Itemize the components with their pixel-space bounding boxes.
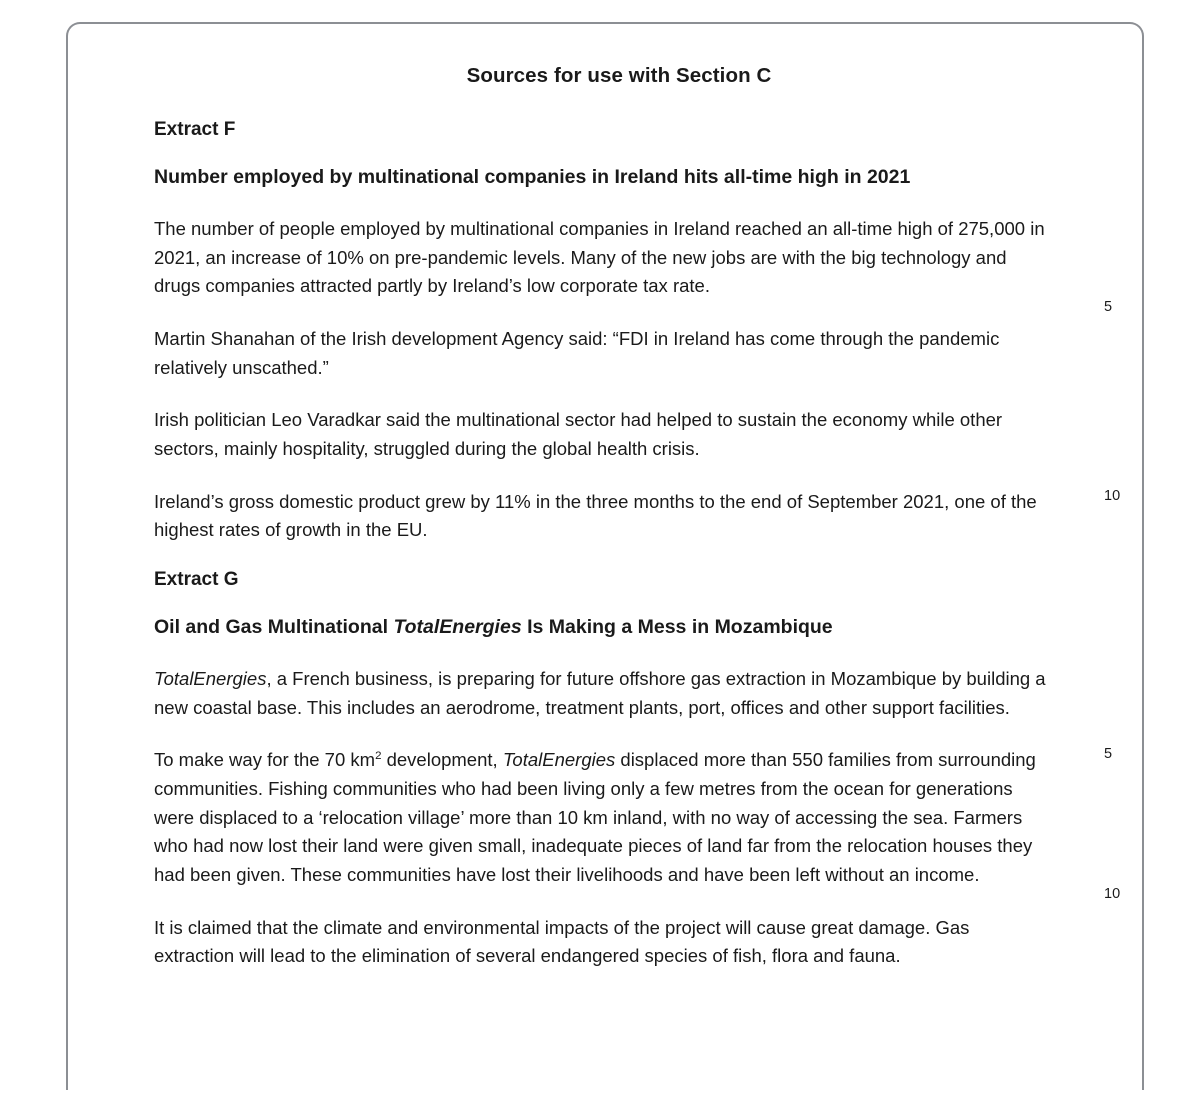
document-content: [154, 64, 1164, 995]
extract-g-heading-italic: TotalEnergies: [393, 616, 522, 638]
extract-f-paragraph-3: Irish politician Leo Varadkar said the multinational sector had helped to sustain the economy while other sectors, mainly hospitality, struggled during the global health crisis.: [154, 409, 1003, 459]
line-number-marker: 5: [1104, 298, 1113, 315]
extract-g-paragraph-3: It is claimed that the climate and environmental impacts of the project will cause great damage. Gas extraction will lead to the elimination of several endangered species of fish, flora and fauna.: [154, 916, 970, 967]
paragraph-block: [154, 325, 1164, 382]
paragraph-block: [154, 406, 1164, 463]
extract-g-paragraph-2-part2: development,: [381, 749, 503, 771]
line-number-marker: 10: [1104, 487, 1121, 504]
paragraph-block: [154, 215, 1164, 315]
extract-g-label: Extract G: [154, 569, 239, 590]
extract-f-paragraph-1: The number of people employed by multinational companies in Ireland reached an all-time high of 275,000 in 2021, an increase of 10% on pre-pandemic levels. Many of the new jobs are with the big technology and drugs companies attracted partly by Ireland’s low corporate tax rate.: [154, 217, 1045, 297]
extract-f-paragraph-4: Ireland’s gross domestic product grew by 11% in the three months to the end of September 2021, one of the highest rates of growth in the EU.: [154, 490, 1037, 541]
extract-f-paragraph-2: Martin Shanahan of the Irish development Agency said: “FDI in Ireland has come through the pandemic relatively unscathed.”: [154, 327, 1000, 378]
extract-g-paragraph-2-part1: To make way for the 70 km: [154, 749, 376, 771]
extract-g-heading-before: Oil and Gas Multinational: [154, 616, 394, 638]
extract-f-heading: Number employed by multinational companies in Ireland hits all-time high in 2021: [154, 166, 911, 188]
superscript-two: 2: [375, 750, 382, 763]
extract-g-paragraph-2: [154, 746, 1054, 889]
document-page: [66, 22, 1144, 1090]
paragraph-block: [154, 488, 1164, 545]
extract-g-paragraph-2-part3: displaced more than 550 families from surrounding communities. Fishing communities who had been living only a few metres from the ocean for generations were displaced to a ‘relocation village’ more than 10 km inland, with no way of accessing the sea. Farmers who had now lost their land were given small, inadequate pieces of land far from the relocation houses they had been given. These communities have lost their livelihoods and have been left without an income.: [154, 749, 1036, 885]
extract-g-paragraph-1: [154, 665, 1054, 722]
extract-g-heading-after: Is Making a Mess in Mozambique: [521, 616, 833, 638]
company-name-italic: TotalEnergies: [154, 667, 267, 689]
paragraph-block: [154, 914, 1164, 971]
page-title: Sources for use with Section C: [466, 64, 772, 87]
line-number-marker: 10: [1104, 886, 1121, 903]
paragraph-block: [154, 665, 1164, 722]
extract-g-heading: [154, 615, 1084, 640]
extract-f-label: Extract F: [154, 119, 236, 140]
paragraph-block: [154, 746, 1164, 903]
line-number-marker: 5: [1104, 746, 1113, 763]
extract-g-paragraph-1-text: , a French business, is preparing for future offshore gas extraction in Mozambique by building a new coastal base. This includes an aerodrome, treatment plants, port, offices and other support facilities.: [154, 667, 1046, 718]
company-name-italic: TotalEnergies: [502, 749, 616, 771]
